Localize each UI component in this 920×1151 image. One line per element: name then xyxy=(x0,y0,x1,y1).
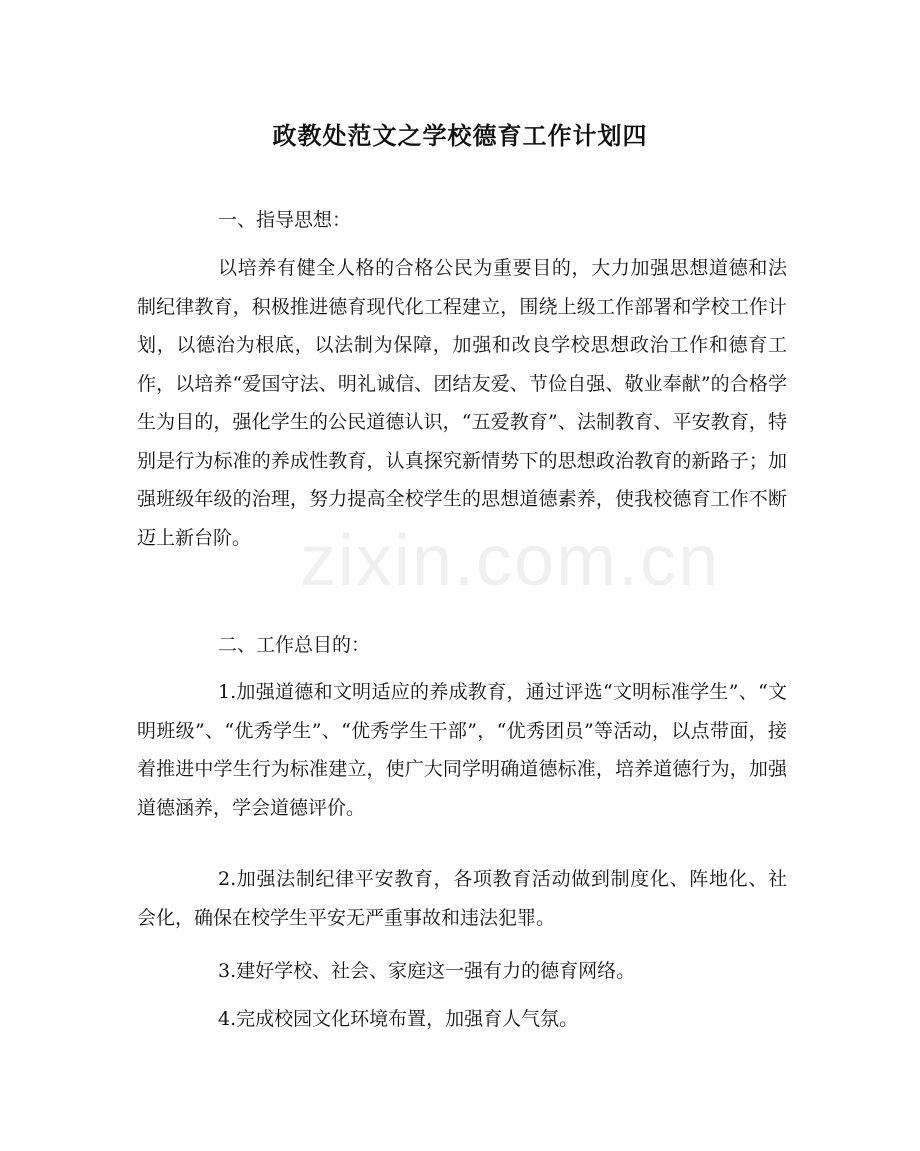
section-heading-overall-goals: 二、工作总目的： xyxy=(218,634,371,656)
section-heading-guiding-thought: 一、指导思想： xyxy=(218,209,352,231)
goal-item-2: 2.加强法制纪律平安教育，各项教育活动做到制度化、阵地化、社会化，确保在校学生平安无严重事故和违法犯罪。 xyxy=(137,868,787,929)
guiding-thought-paragraph: 以培养有健全人格的合格公民为重要目的，大力加强思想道德和法制纪律教育，积极推进德育现代化工程建立，围绕上级工作部署和学校工作计划，以德治为根底，以法制为保障，加强和改良学校思想政治工作和德育工作，以培养“爱国守法、明礼诚信、团结友爱、节俭自强、敬业奉献”的合格学生为目的，强化学生的公民道德认识，“五爱教育”、法制教育、平安教育，特别是行为标准的养成性教育，认真探究新情势下的思想政治教育的新路子；加强班级年级的治理，努力提高全校学生的思想道德素养，使我校德育工作不断迈上新台阶。 xyxy=(137,257,787,549)
watermark: zixin.com.cn xyxy=(300,521,721,601)
document-title: 政教处范文之学校德育工作计划四 xyxy=(272,121,648,150)
goal-item-4: 4.完成校园文化环境布置，加强育人气氛。 xyxy=(218,1008,579,1030)
goal-item-1: 1.加强道德和文明适应的养成教育，通过评选“文明标准学生”、“文明班级”、“优秀学生”、“优秀学生干部”，“优秀团员”等活动，以点带面，接着推进中学生行为标准建立，使广大同学明确道德标准，培养道德行为，加强道德涵养，学会道德评价。 xyxy=(137,681,787,819)
goal-item-3: 3.建好学校、社会、家庭这一强有力的德育网络。 xyxy=(218,960,636,982)
